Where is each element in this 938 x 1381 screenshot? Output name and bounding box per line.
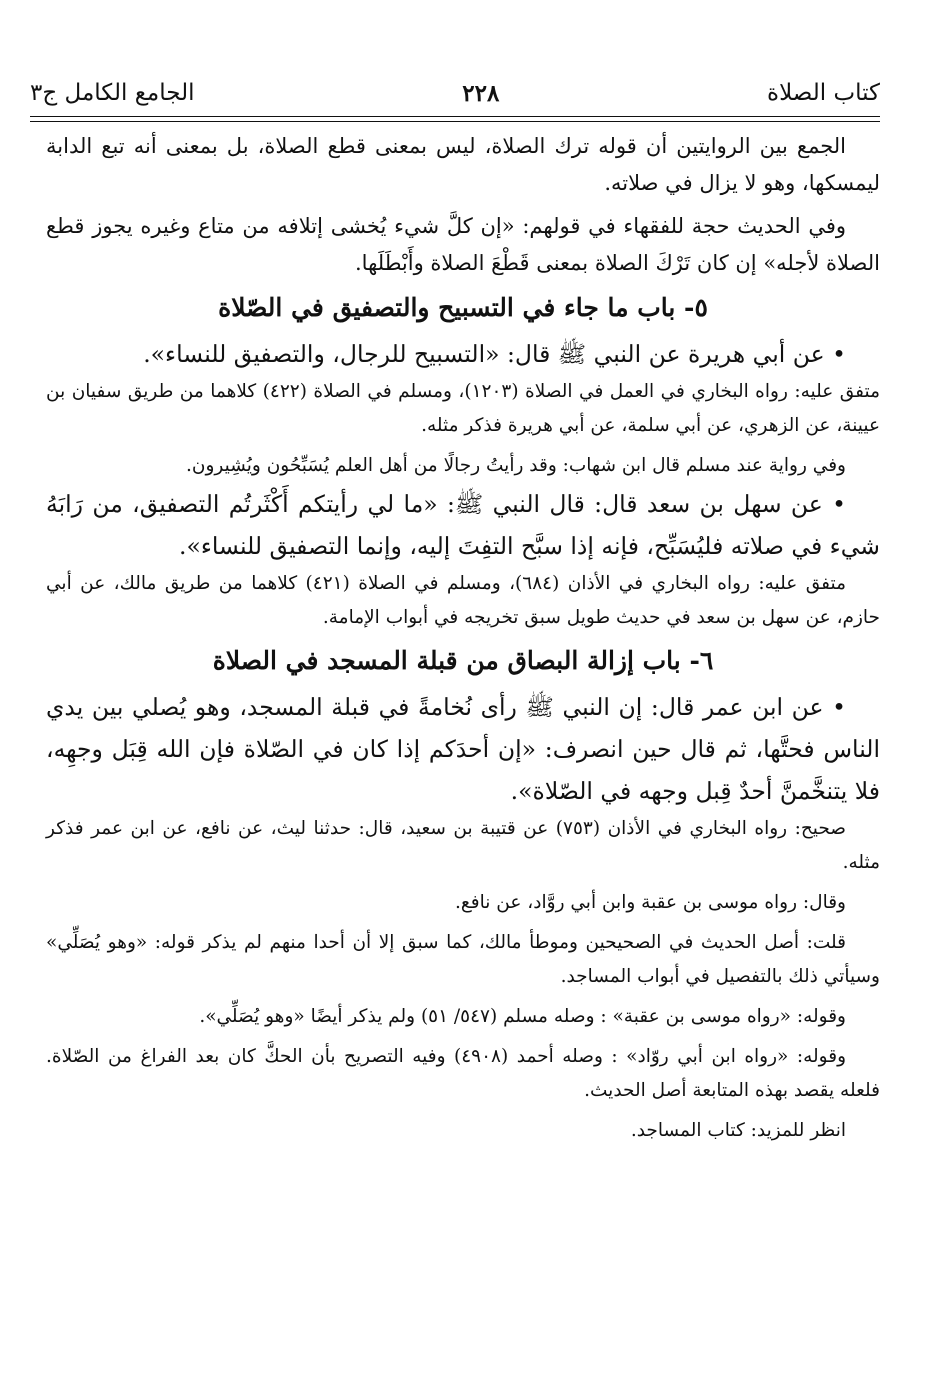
riwaya-muslim: وفي رواية عند مسلم قال ابن شهاب: وقد رأيتُ رجالًا من أهل العلم يُسَبِّحُون ويُشِيرون. xyxy=(186,455,846,476)
see-also: انظر للمزيد: كتاب المساجد. xyxy=(630,1120,846,1141)
header-rule-bottom xyxy=(30,121,880,122)
section-5-heading: ٥- باب ما جاء في التسبيح والتصفيق في الصّلاة xyxy=(218,293,708,322)
page-body xyxy=(46,128,880,1148)
page-header xyxy=(30,70,880,116)
page-number: ٢٢٨ xyxy=(462,79,500,107)
hadith-sahl-bin-saad: • عن سهل بن سعد قال: قال النبي ﷺ: «ما لي رأيتكم أَكْثَرتُم التصفيق، من رَابَهُ شيء في صلاته فليُسَبِّح، فإنه إذا سبَّح التفِتَ إليه، وإنما التصفيق للنساء». xyxy=(46,490,880,560)
takhrij-sahl-bin-saad: متفق عليه: رواه البخاري في الأذان (٦٨٤)، ومسلم في الصلاة (٤٢١) كلاهما من طريق مالك، عن أبي حازم، عن سهل بن سعد في حديث طويل سبق تخريجه في أبواب الإمامة. xyxy=(46,573,880,628)
hadith-ibn-umar: • عن ابن عمر قال: إن النبي ﷺ رأى نُخامةً في قبلة المسجد، وهو يُصلي بين يدي الناس فحتَّها، ثم قال حين انصرف: «إن أحدَكم إذا كان في الصّلاة فإن الله قِبَل وجهِه، فلا يتنخَّمنَّ أحدٌ قِبل وجهه في الصّلاة». xyxy=(46,693,880,805)
paragraph-fuqaha: وفي الحديث حجة للفقهاء في قولهم: «إن كلَّ شيء يُخشى إتلافه من متاع وغيره يجوز قطع الصلاة لأجله» إن كان تَرْكَ الصلاة بمعنى قَطْعَ الصلاة وأَبْطَلَها. xyxy=(46,214,880,275)
book-title: الجامع الكامل ج٣ xyxy=(30,80,195,106)
note-qultu: قلت: أصل الحديث في الصحيحين وموطأ مالك، كما سبق إلا أن أحدا منهم لم يذكر قوله: «وهو يُصَلِّي» وسيأتي ذلك بالتفصيل في أبواب المساجد. xyxy=(46,932,880,987)
hadith-abu-hurayra: • عن أبي هريرة عن النبي ﷺ قال: «التسبيح للرجال، والتصفيق للنساء». xyxy=(143,340,846,368)
header-rule-top xyxy=(30,116,880,117)
note-ibn-abi-rawwad: وقوله: «رواه ابن أبي روّاد» : وصله أحمد (٤٩٠٨) وفيه التصريح بأن الحكَّ كان بعد الفراغ من الصّلاة. فلعله يقصد بهذه المتابعة أصل الحديث. xyxy=(46,1046,880,1101)
paragraph-riwayatayn: الجمع بين الروايتين أن قوله ترك الصلاة، ليس بمعنى قطع الصلاة، بل بمعنى أنه تبع الدابة ليمسكها، وهو لا يزال في صلاته. xyxy=(46,134,880,195)
note-musa-bin-uqba: وقوله: «رواه موسى بن عقبة» : وصله مسلم (٥٤٧/ ٥١) ولم يذكر أيضًا «وهو يُصَلِّي». xyxy=(199,1006,846,1027)
section-6-heading: ٦- باب إزالة البصاق من قبلة المسجد في الصلاة xyxy=(212,646,714,675)
takhrij-abu-hurayra: متفق عليه: رواه البخاري في العمل في الصلاة (١٢٠٣)، ومسلم في الصلاة (٤٢٢) كلاهما من طريق سفيان بن عيينة، عن الزهري، عن أبي سلمة، عن أبي هريرة فذكر مثله. xyxy=(46,381,880,436)
takhrij-ibn-umar: صحيح: رواه البخاري في الأذان (٧٥٣) عن قتيبة بن سعيد، قال: حدثنا ليث، عن نافع، عن ابن عمر فذكر مثله. xyxy=(46,818,880,873)
note-qala: وقال: رواه موسى بن عقبة وابن أبي روَّاد، عن نافع. xyxy=(455,892,846,913)
chapter-title: كتاب الصلاة xyxy=(767,80,880,106)
